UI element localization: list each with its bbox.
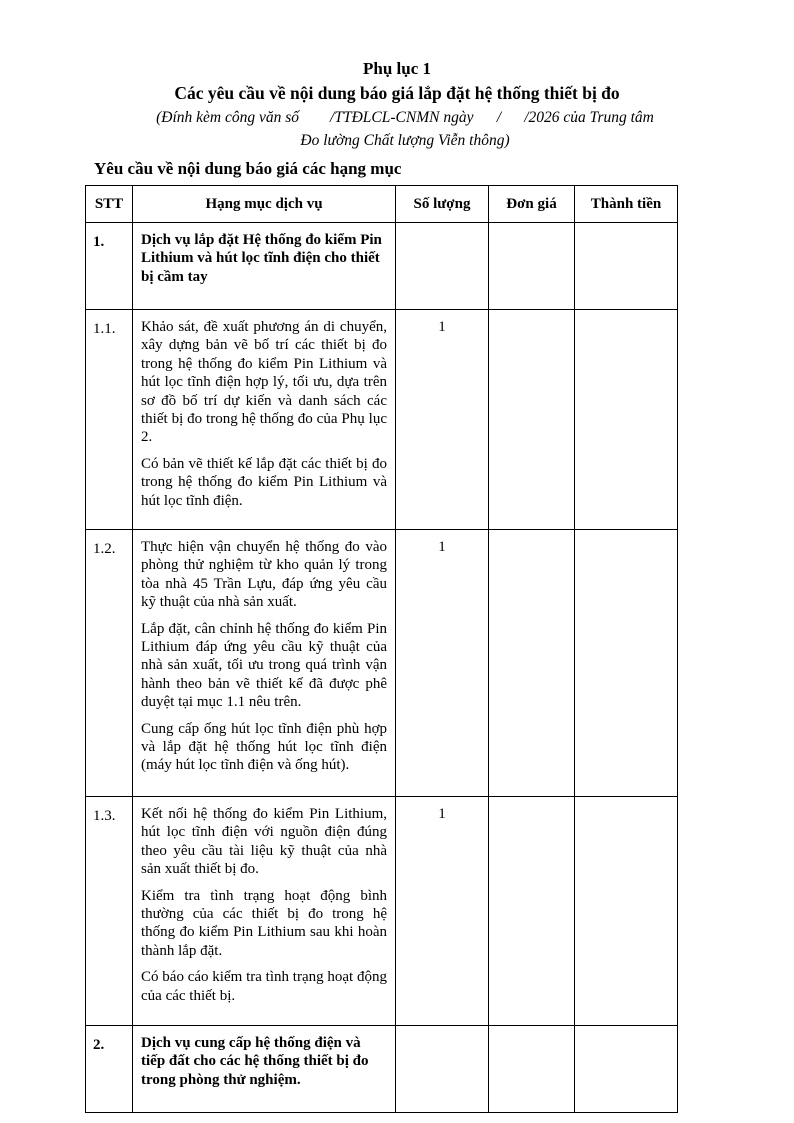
- row-unit-price: [489, 1026, 575, 1113]
- row-description: [133, 1026, 396, 1113]
- description-paragraph: Cung cấp ống hút lọc tĩnh điện phù hợp và lắp đặt hệ thống hút lọc tĩnh điện (máy hút lọc tĩnh điện và ống hút).: [141, 720, 387, 774]
- row-description: [133, 223, 396, 310]
- description-paragraph: Lắp đặt, cân chỉnh hệ thống đo kiểm Pin Lithium đáp ứng yêu cầu kỹ thuật của nhà sản xuất, tối ưu trong quá trình vận hành theo bản vẽ thiết kế đã được phê duyệt tại mục 1.1 nêu trên.: [141, 620, 387, 711]
- row-stt: 1.2.: [86, 530, 133, 797]
- row-description: [133, 797, 396, 1026]
- description-paragraph: Dịch vụ cung cấp hệ thống điện và tiếp đất cho các hệ thống thiết bị đo trong phòng thử nghiệm.: [141, 1035, 369, 1088]
- row-description: [133, 530, 396, 797]
- row-unit-price: [489, 223, 575, 310]
- main-title: Các yêu cầu về nội dung báo giá lắp đặt hệ thống thiết bị đo: [174, 83, 620, 103]
- row-unit-price: [489, 530, 575, 797]
- appendix-title: Phụ lục 1: [362, 59, 432, 78]
- row-total: [575, 223, 678, 310]
- row-total: [575, 530, 678, 797]
- header-unit-price: Đơn giá: [489, 186, 575, 223]
- table-header-row: [86, 186, 678, 223]
- table-row: [86, 797, 678, 1026]
- section-title: Yêu cầu về nội dung báo giá các hạng mục: [94, 159, 402, 178]
- row-stt: 1.3.: [86, 797, 133, 1026]
- quote-requirements-table: [85, 185, 678, 1113]
- row-description: [133, 310, 396, 530]
- row-total: [575, 310, 678, 530]
- header-quantity: Số lượng: [396, 186, 489, 223]
- row-quantity: [396, 1026, 489, 1113]
- table-row: [86, 530, 678, 797]
- description-paragraph: Có bản vẽ thiết kế lắp đặt các thiết bị đo trong hệ thống đo kiểm Pin Lithium và hút lọc tĩnh điện.: [141, 455, 387, 509]
- table-row: [86, 1026, 678, 1113]
- row-unit-price: [489, 797, 575, 1026]
- row-stt: 1.1.: [86, 310, 133, 530]
- description-paragraph: Khảo sát, đề xuất phương án di chuyển, xây dựng bản vẽ bố trí các thiết bị đo trong hệ thống đo kiểm Pin Lithium và hút lọc tĩnh điện hợp lý, tối ưu, dựa trên sơ đồ bố trí dự kiến và danh sách các thiết bị đo trong hệ thống đo của Phụ lục 2.: [141, 319, 387, 446]
- description-paragraph: Kiểm tra tình trạng hoạt động bình thường của các thiết bị đo trong hệ thống đo kiểm Pin Lithium sau khi hoàn thành lắp đặt.: [141, 887, 387, 959]
- row-total: [575, 797, 678, 1026]
- subtitle-line-1: (Đính kèm công văn số /TTĐLCL-CNMN ngày / /2026 của Trung tâm: [156, 109, 654, 126]
- table-row: [86, 223, 678, 310]
- header-service-item: Hạng mục dịch vụ: [133, 186, 396, 223]
- row-unit-price: [489, 310, 575, 530]
- description-paragraph: Có báo cáo kiểm tra tình trạng hoạt động của các thiết bị.: [141, 969, 387, 1004]
- row-stt: 1.: [86, 223, 133, 310]
- table-row: [86, 310, 678, 530]
- subtitle-line-2: Đo lường Chất lượng Viễn thông): [300, 132, 510, 149]
- description-paragraph: Thực hiện vận chuyển hệ thống đo vào phòng thử nghiệm từ kho quản lý trong tòa nhà 45 Trần Lựu, đáp ứng yêu cầu kỹ thuật của nhà sản xuất.: [141, 539, 387, 611]
- row-quantity: 1: [396, 797, 489, 1026]
- description-paragraph: Kết nối hệ thống đo kiểm Pin Lithium, hút lọc tĩnh điện với nguồn điện đúng theo yêu cầu tài liệu kỹ thuật của nhà sản xuất thiết bị đo.: [141, 806, 387, 878]
- description-paragraph: Dịch vụ lắp đặt Hệ thống đo kiểm Pin Lithium và hút lọc tĩnh điện cho thiết bị cầm tay: [141, 232, 382, 285]
- row-stt: 2.: [86, 1026, 133, 1113]
- subtitle: [110, 106, 700, 152]
- row-quantity: 1: [396, 310, 489, 530]
- header-stt: STT: [86, 186, 133, 223]
- row-quantity: 1: [396, 530, 489, 797]
- row-quantity: [396, 223, 489, 310]
- row-total: [575, 1026, 678, 1113]
- header-total: Thành tiền: [575, 186, 678, 223]
